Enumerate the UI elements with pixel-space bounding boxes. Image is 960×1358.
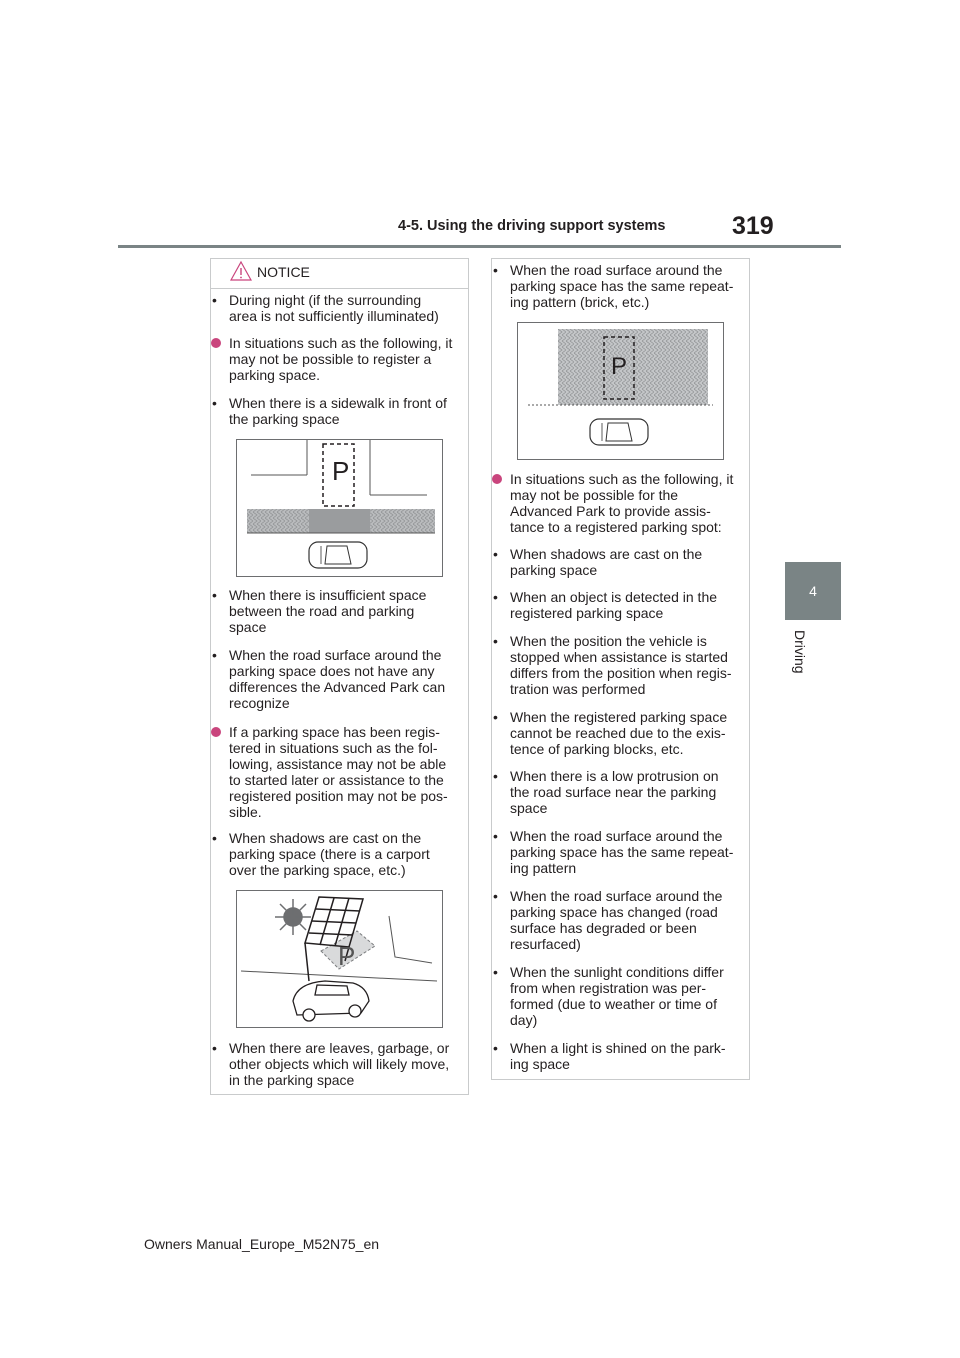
bullet-text: When shadows are cast on the parking space	[510, 546, 703, 578]
bullet-text: When the road surface around the parking space has the same repeat- ing pattern (brick, etc.)	[510, 262, 734, 310]
point-marker-icon	[492, 474, 502, 484]
car-icon	[590, 419, 648, 445]
notice-header	[210, 258, 469, 289]
point-marker-icon	[211, 727, 221, 737]
bullet-text: When shadows are cast on the parking space (there is a carport over the parking space, etc.)	[229, 830, 430, 878]
bullet-marker: •	[493, 1040, 498, 1056]
bullet-text: When the position the vehicle is stopped when assistance is started differs from the position when regis- tration was performed	[510, 633, 732, 697]
brick-pattern-figure	[517, 322, 724, 460]
notice-bullet	[212, 292, 467, 324]
point-text: If a parking space has been regis- tered in situations such as the fol- lowing, assistance may not be able to started later or assistance to the registered position may not be pos- sible.	[229, 724, 448, 820]
bullet-marker: •	[212, 647, 217, 663]
notice-bullet	[493, 964, 748, 1028]
notice-bullet	[212, 587, 467, 635]
parking-sign-letter: P	[332, 456, 350, 486]
notice-bullet	[493, 768, 748, 816]
bullet-marker: •	[493, 546, 498, 562]
header-divider	[118, 245, 841, 248]
notice-bullet	[493, 262, 748, 310]
footer-manual-id: Owners Manual_Europe_M52N75_en	[144, 1236, 380, 1252]
bullet-marker: •	[493, 768, 498, 784]
bullet-marker: •	[212, 830, 217, 846]
notice-bullet	[493, 633, 748, 697]
bullet-marker: •	[212, 587, 217, 603]
notice-label: NOTICE	[257, 264, 310, 280]
chapter-title-text: Driving	[792, 630, 808, 674]
bullet-marker: •	[493, 828, 498, 844]
point-text: In situations such as the following, it may not be possible for the Advanced Park to provide assis- tance to a registered parking spot:	[510, 471, 734, 535]
point-text: In situations such as the following, it may not be possible to register a parking space.	[229, 335, 453, 383]
chapter-title	[784, 630, 810, 690]
warning-triangle-icon	[230, 260, 252, 282]
notice-bullet	[493, 888, 748, 952]
bullet-text: When an object is detected in the registered parking space	[510, 589, 718, 621]
notice-point	[229, 335, 467, 383]
bullet-text: When there is a sidewalk in front of the parking space	[229, 395, 447, 427]
bullet-text: When a light is shined on the park- ing space	[510, 1040, 726, 1072]
parking-sign-letter: P	[338, 941, 356, 971]
bullet-marker: •	[212, 292, 217, 308]
bullet-marker: •	[493, 964, 498, 980]
carport-figure	[236, 890, 443, 1028]
notice-bullet	[212, 395, 467, 427]
notice-bullet	[493, 1040, 748, 1072]
sun-icon	[275, 899, 311, 935]
bullet-text: When the road surface around the parking space does not have any differences the Advanced Park can recognize	[229, 647, 446, 711]
bullet-text: When there is insufficient space between the road and parking space	[229, 587, 427, 635]
bullet-marker: •	[493, 262, 498, 278]
notice-bullet	[493, 589, 748, 621]
bullet-text: When there is a low protrusion on the road surface near the parking space	[510, 768, 719, 816]
notice-bullet	[212, 647, 467, 711]
bullet-text: When the registered parking space cannot be reached due to the exis- tence of parking blocks, etc.	[510, 709, 728, 757]
notice-point	[510, 471, 748, 535]
section-title: 4-5. Using the driving support systems	[398, 218, 666, 234]
notice-bullet	[212, 1040, 467, 1088]
notice-bullet	[493, 546, 748, 578]
bullet-marker: •	[493, 709, 498, 725]
car-icon	[293, 981, 369, 1021]
sidewalk-figure	[236, 439, 443, 577]
bullet-marker: •	[493, 589, 498, 605]
chapter-tab: 4	[785, 562, 841, 620]
parking-sign-letter: P	[611, 353, 628, 380]
bullet-text: During night (if the surrounding area is not sufficiently illuminated)	[229, 292, 439, 324]
bullet-marker: •	[493, 888, 498, 904]
notice-bullet	[493, 709, 748, 757]
bullet-marker: •	[212, 1040, 217, 1056]
notice-bullet	[493, 828, 748, 876]
bullet-text: When the road surface around the parking space has the same repeat- ing pattern	[510, 828, 734, 876]
bullet-text: When the road surface around the parking space has changed (road surface has degraded or been resurfaced)	[510, 888, 723, 952]
bullet-text: When the sunlight conditions differ from when registration was per- formed (due to weather or time of day)	[510, 964, 724, 1028]
bullet-marker: •	[212, 395, 217, 411]
point-marker-icon	[211, 338, 221, 348]
brick-pattern-illustration	[518, 323, 723, 459]
notice-point	[229, 724, 467, 820]
notice-bullet	[212, 830, 467, 878]
page-number: 319	[732, 212, 774, 240]
bullet-marker: •	[493, 633, 498, 649]
bullet-text: When there are leaves, garbage, or other objects which will likely move, in the parking space	[229, 1040, 450, 1088]
car-icon	[309, 542, 367, 568]
